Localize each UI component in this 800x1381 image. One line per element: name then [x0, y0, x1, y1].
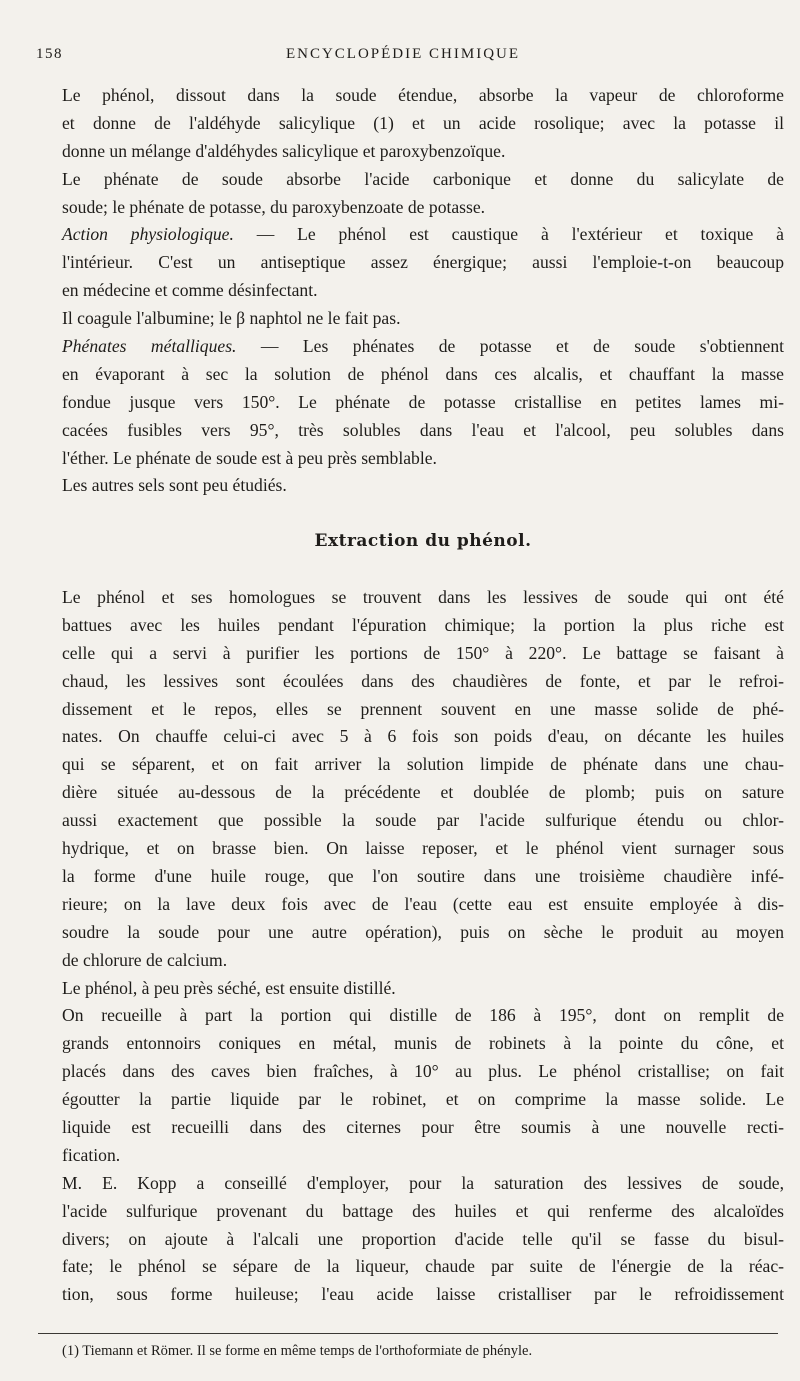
line-text: fication. — [62, 1144, 121, 1165]
running-header — [36, 46, 770, 72]
line-text: de chlorure de calcium. — [62, 949, 228, 970]
line-text: divers; on ajoute à l'alcali une proportion d'acide telle qu'il se fasse du bisul- — [62, 1228, 784, 1249]
text-line — [62, 249, 784, 277]
text-line — [62, 835, 784, 863]
text-line — [62, 1281, 784, 1309]
line-text: Le phénol et ses homologues se trouvent dans les lessives de soude qui ont été — [62, 587, 784, 608]
line-text: Les autres sels sont peu étudiés. — [62, 475, 287, 496]
line-text: — Les phénates de potasse et de soude s'obtiennent — [236, 336, 784, 357]
text-line — [62, 221, 784, 249]
text-line — [62, 1198, 784, 1226]
line-text: On recueille à part la portion qui distille de 186 à 195°, dont on remplit de — [62, 1005, 784, 1026]
line-text: hydrique, et on brasse bien. On laisse reposer, et le phénol vient surnager sous — [62, 838, 784, 859]
line-text: celle qui a servi à purifier les portions de 150° à 220°. Le battage se faisant à — [62, 642, 784, 663]
running-title: ENCYCLOPÉDIE CHIMIQUE — [285, 46, 521, 62]
line-text: battues avec les huiles pendant l'épuration chimique; la portion la plus riche est — [62, 614, 784, 635]
line-text: cacées fusibles vers 95°, très solubles dans l'eau et l'alcool, peu solubles dans — [62, 419, 784, 440]
line-text: rieure; on la lave deux fois avec de l'eau (cette eau est ensuite employée à dis- — [62, 893, 784, 914]
page-number: 158 — [36, 46, 63, 62]
line-text: grands entonnoirs coniques en métal, munis de robinets à la pointe du cône, et — [62, 1033, 784, 1054]
text-line — [62, 1114, 784, 1142]
text-line — [62, 891, 784, 919]
text-line — [62, 82, 784, 110]
text-line — [62, 723, 784, 751]
line-text: l'intérieur. C'est un antiseptique assez énergique; aussi l'emploie-t-on beaucoup — [62, 252, 784, 273]
text-line — [62, 1030, 784, 1058]
text-line — [62, 1170, 784, 1198]
body-text — [62, 82, 784, 1309]
line-text: l'éther. Le phénate de soude est à peu près semblable. — [62, 447, 437, 468]
footnote: (1) Tiemann et Römer. Il se forme en même temps de l'orthoformiate de phényle. — [62, 1343, 533, 1359]
line-text: fondue jusque vers 150°. Le phénate de potasse cristallise en petites lames mi- — [62, 391, 784, 412]
line-text: Le phénate de soude absorbe l'acide carbonique et donne du salicylate de — [62, 168, 784, 189]
line-text: tion, sous forme huileuse; l'eau acide laisse cristalliser par le refroidissement — [62, 1284, 784, 1305]
line-text: nates. On chauffe celui-ci avec 5 à 6 fois son poids d'eau, on décante les huiles — [62, 726, 784, 747]
line-text: dière située au-dessous de la précédente et doublée de plomb; puis on sature — [62, 782, 784, 803]
blank-line — [62, 500, 784, 528]
line-text: l'acide sulfurique provenant du battage des huiles et qui renferme des alcaloïdes — [62, 1200, 784, 1221]
line-text: chaud, les lessives sont écoulées dans des chaudières de fonte, et par le refroi- — [62, 670, 784, 691]
line-text: soude; le phénate de potasse, du paroxybenzoate de potasse. — [62, 196, 486, 217]
text-line — [62, 166, 784, 194]
text-line — [62, 751, 784, 779]
text-line — [62, 1253, 784, 1281]
line-text: la forme d'une huile rouge, que l'on soutire dans une troisième chaudière infé- — [62, 865, 784, 886]
line-text: en médecine et comme désinfectant. — [62, 280, 318, 301]
text-line — [62, 445, 784, 473]
footnote-divider — [38, 1333, 778, 1334]
text-line — [62, 975, 784, 1003]
text-line — [62, 1002, 784, 1030]
text-line — [62, 668, 784, 696]
text-line — [62, 1226, 784, 1254]
text-line — [62, 472, 784, 500]
text-line — [62, 277, 784, 305]
blank-line — [62, 556, 784, 584]
text-line — [62, 584, 784, 612]
line-text: Il coagule l'albumine; le β naphtol ne le fait pas. — [62, 308, 401, 329]
line-text: donne un mélange d'aldéhydes salicylique et paroxybenzoïque. — [62, 140, 506, 161]
line-text: en évaporant à sec la solution de phénol dans ces alcalis, et chauffant la masse — [62, 363, 784, 384]
text-line — [62, 333, 784, 361]
text-line — [62, 361, 784, 389]
text-line — [62, 305, 784, 333]
text-line — [62, 863, 784, 891]
line-text: dissement et le repos, elles se prennent souvent en une masse solide de phé- — [62, 698, 784, 719]
text-line — [62, 1086, 784, 1114]
line-text: qui se séparent, et on fait arriver la solution limpide de phénate dans une chau- — [62, 754, 784, 775]
text-line — [62, 640, 784, 668]
italic-run-in-heading: Action physiologique. — [62, 224, 234, 245]
line-text: soudre la soude pour une autre opération), puis on sèche le produit au moyen — [62, 921, 784, 942]
line-text: et donne de l'aldéhyde salicylique (1) et un acide rosolique; avec la potasse il — [62, 112, 784, 133]
text-line — [62, 612, 784, 640]
line-text: Le phénol, dissout dans la soude étendue, absorbe la vapeur de chloroforme — [62, 85, 784, 105]
line-text: liquide est recueilli dans des citernes pour être soumis à une nouvelle recti- — [62, 1116, 784, 1137]
text-line — [62, 1058, 784, 1086]
text-line — [62, 417, 784, 445]
text-line — [62, 110, 784, 138]
text-line — [62, 389, 784, 417]
text-line — [62, 1142, 784, 1170]
line-text: M. E. Kopp a conseillé d'employer, pour la saturation des lessives de soude, — [62, 1172, 784, 1193]
text-line — [62, 194, 784, 222]
text-line — [62, 807, 784, 835]
line-text: égoutter la partie liquide par le robinet, et on comprime la masse solide. Le — [62, 1089, 784, 1110]
text-line — [62, 919, 784, 947]
text-line — [62, 779, 784, 807]
text-line — [62, 138, 784, 166]
text-line — [62, 947, 784, 975]
line-text: fate; le phénol se sépare de la liqueur, chaude par suite de l'énergie de la réac- — [62, 1256, 784, 1277]
italic-run-in-heading: Phénates métalliques. — [62, 336, 237, 357]
line-text: placés dans des caves bien fraîches, à 10° au plus. Le phénol cristallise; on fait — [62, 1061, 784, 1082]
line-text: aussi exactement que possible la soude par l'acide sulfurique étendu ou chlor- — [62, 810, 784, 831]
line-text: — Le phénol est caustique à l'extérieur et toxique à — [233, 224, 784, 245]
line-text: Le phénol, à peu près séché, est ensuite distillé. — [62, 977, 396, 998]
text-line — [62, 696, 784, 724]
section-heading: Extraction du phénol. — [314, 531, 532, 552]
